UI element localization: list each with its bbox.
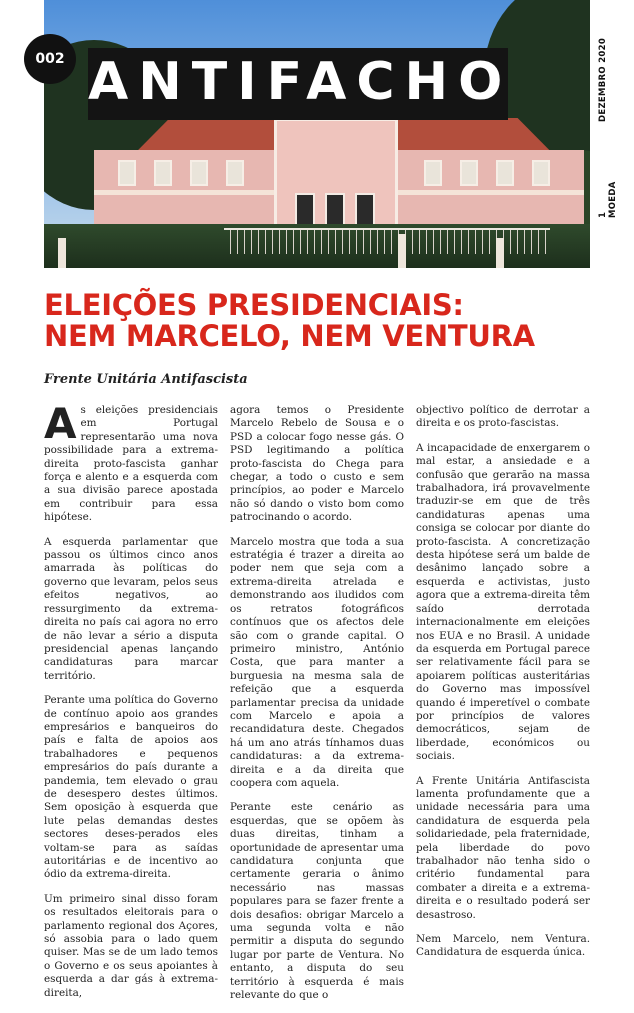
paragraph: A Frente Unitária Antifascista lamenta profundamente que a unidade necessária para uma candidatura de esquerda pela solidariedade, pela fraternidade, pela liberdade do povo trabalhador não tenha sido o critério fundamental para combater a direita e a extrema-direita e o resultado poderá ser desastroso. (416, 774, 590, 921)
headline-line-2: NEM MARCELO, NEM VENTURA (44, 319, 535, 353)
cover-photo (44, 0, 590, 268)
side-info (598, 34, 618, 218)
paragraph: objectivo político de derrotar a direita e os proto-fascistas. (416, 404, 590, 430)
article-column-3 (416, 404, 590, 971)
issue-date: DEZEMBRO 2020 (598, 37, 608, 122)
issue-price: 1 MOEDA (598, 181, 618, 218)
byline: Frente Unitária Antifascista (44, 372, 248, 387)
paragraph: A incapacidade de enxergarem o mal estar, a ansiedade e a confusão que gerarão na massa trabalhadora, irá provavelmente traduzir-se em que de três candidaturas apenas uma consiga se colocar por diante do proto-fascista. A concretização desta hipótese será um balde de desânimo lançado sobre a esquerda e activistas, justo agora que a extrema-direita têm saído derrotada internacionalmente em eleições nos EUA e no Brasil. A unidade da esquerda em Portugal parece ser relativamente fácil para se apoiarem políticas austeritárias do Governo mas impossível quando é imperetível o combate por princípios de valores democráticos, sejam de liberdade, económicos ou sociais. (416, 441, 590, 763)
paragraph: Perante uma política do Governo de contínuo apoio aos grandes empresários e banqueiros do país e falta de apoios aos trabalhadores e pequenos empresários do país durante a pandemia, tem elevado o grau de desespero destes últimos. Sem oposição à esquerda que lute pelas demandas destes sectores deses-perados eles voltam-se para as saídas autoritárias e de incentivo ao ódio da extrema-direita. (44, 694, 218, 881)
paragraph: As eleições presidenciais em Portugal representarão uma nova possibilidade para a extrema-direita proto-fascista ganhar força e alento e a esquerda com a sua divisão parece apostada em contribuir para essa hipótese. (44, 399, 218, 524)
paragraph: agora temos o Presidente Marcelo Rebelo de Sousa e o PSD a colocar fogo nesse gás. O PSD legitimando a política proto-fascista do Chega para chegar, a todo o custo e sem princípios, ao poder e Marcelo não só dando o visto bom como patrocinando o acordo. (230, 404, 404, 524)
paragraph: Marcelo mostra que toda a sua estratégia é trazer a direita ao poder nem que seja com a extrema-direita atrelada e demonstrando aos iludidos com os retratos fotográficos contínuos que os afectos dele são com o grande capital. O primeiro ministro, António Costa, que para manter a burguesia na mesma sala de refeição que a esquerda parlamentar precisa da unidade com Marcelo e apoia a recandidatura deste. Chegados há um ano atrás tínhamos duas candidaturas: a da extrema-direita e a da direita que coopera com aquela. (230, 535, 404, 789)
article-column-2 (230, 404, 404, 1013)
masthead (88, 48, 513, 120)
paragraph: Nem Marcelo, nem Ventura. Candidatura de esquerda única. (416, 933, 590, 959)
masthead-title: ANTIFACHO (88, 52, 513, 112)
drop-cap: A (44, 399, 77, 448)
paragraph: A esquerda parlamentar que passou os últimos cinco anos amarrada às políticas do governo que levaram, pelos seus efeitos negativos, ao ressurgimento da extrema-direita no país cai agora no erro de não levar a sério a disputa presidencial apenas lançando candidaturas para marcar território. (44, 535, 218, 682)
article-column-1 (44, 399, 218, 1011)
headline (44, 290, 604, 352)
paragraph: Um primeiro sinal disso foram os resultados eleitorais para o parlamento regional dos Açores, só assobia para o lado quem quiser. Mas se de um lado temos o Governo e os seus apoiantes à esquerda a dar gás à extrema-direita, (44, 892, 218, 999)
headline-line-1: ELEIÇÕES PRESIDENCIAIS: (44, 288, 464, 322)
paragraph: Perante este cenário as esquerdas, que se opõem às duas direitas, tinham a oportunidade de apresentar uma candidatura conjunta que certamente geraria o ânimo necessário nas massas populares para se fazer frente a dois desafios: obrigar Marcelo a uma segunda volta e não permitir a disputa do segundo lugar por parte de Ventura. No entanto, a disputa do seu território à esquerda é mais relevante do que o (230, 801, 404, 1002)
issue-number-badge: 002 (24, 34, 76, 84)
